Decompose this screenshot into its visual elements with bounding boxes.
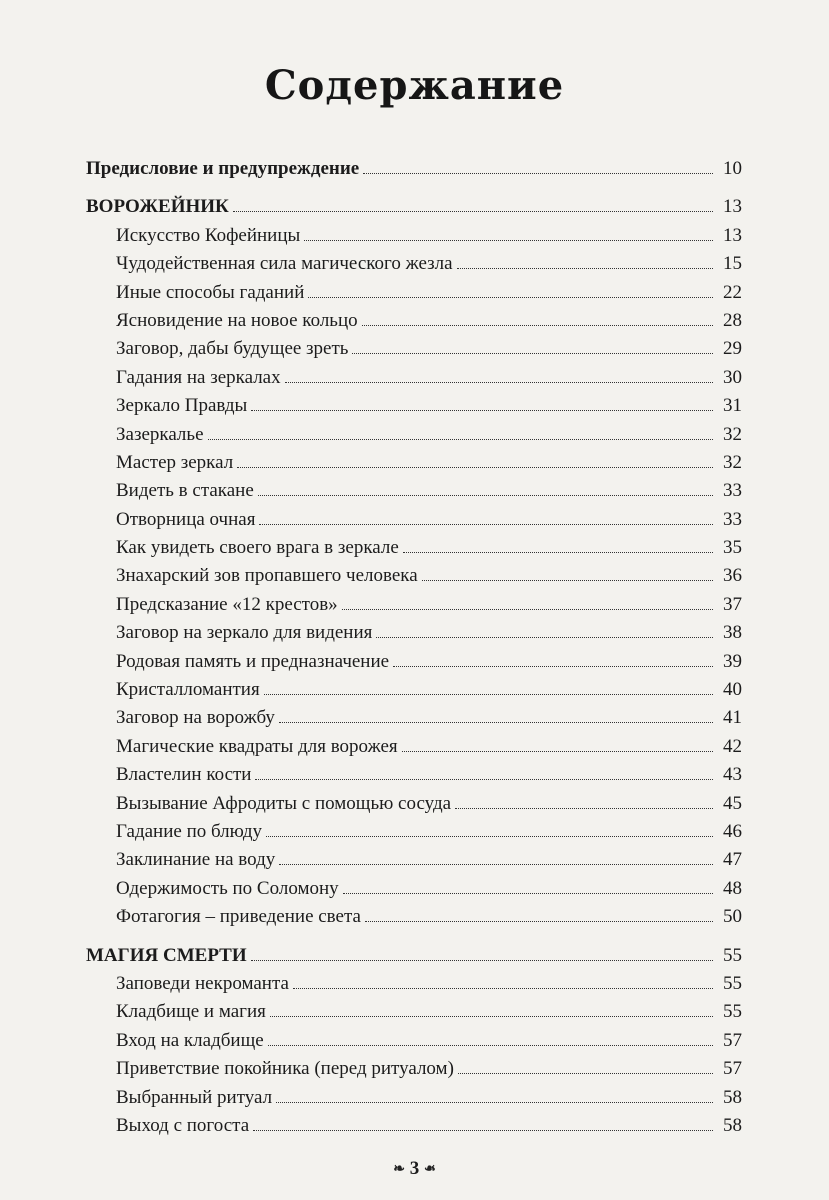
dot-leader <box>402 751 713 752</box>
left-ornament-icon: ❧ <box>393 1162 405 1178</box>
toc-entry[interactable] <box>86 970 742 998</box>
toc-entry[interactable] <box>86 619 742 647</box>
toc-entry-page: 31 <box>723 395 742 417</box>
section-gap <box>86 183 742 193</box>
toc-entry-page: 48 <box>723 877 742 899</box>
toc-entry-page: 32 <box>723 451 742 473</box>
toc-entry[interactable] <box>86 790 742 818</box>
toc-entry[interactable] <box>86 676 742 704</box>
toc-entry[interactable] <box>86 506 742 534</box>
toc-entry-page: 36 <box>723 565 742 587</box>
toc-entry-label: Кладбище и магия <box>116 1001 266 1023</box>
dot-leader <box>293 988 713 989</box>
toc-entry-label: Зазеркалье <box>116 423 204 445</box>
toc-entry[interactable] <box>86 998 742 1026</box>
toc-entry-label: Гадание по блюду <box>116 820 263 842</box>
toc-entry[interactable] <box>86 761 742 789</box>
dot-leader <box>259 524 713 525</box>
toc-entry[interactable] <box>86 648 742 676</box>
dot-leader <box>270 1016 713 1017</box>
dot-leader <box>352 353 713 354</box>
dot-leader <box>308 297 713 298</box>
toc-entry[interactable] <box>86 875 742 903</box>
dot-leader <box>457 268 713 269</box>
toc-entry-page: 32 <box>723 423 742 445</box>
toc-entry-page: 40 <box>723 679 742 701</box>
toc-entry-page: 29 <box>723 338 742 360</box>
toc-entry-page: 50 <box>723 906 742 928</box>
toc-entry-label: Вход на кладбище <box>116 1029 264 1051</box>
table-of-contents <box>86 155 742 1140</box>
toc-entry[interactable] <box>86 364 742 392</box>
dot-leader <box>279 722 713 723</box>
dot-leader <box>255 779 713 780</box>
toc-entry[interactable] <box>86 449 742 477</box>
toc-entry-page: 58 <box>723 1114 742 1136</box>
toc-entry-label: Вызывание Афродиты с помощью сосуда <box>116 792 452 814</box>
toc-entry-label: Фотагогия – приведение света <box>116 906 361 928</box>
dot-leader <box>285 382 713 383</box>
toc-entry-label: Зеркало Правды <box>116 395 248 417</box>
dot-leader <box>362 325 713 326</box>
dot-leader <box>276 1102 713 1103</box>
toc-entry-page: 33 <box>723 480 742 502</box>
toc-entry-page: 57 <box>723 1029 742 1051</box>
dot-leader <box>268 1045 713 1046</box>
toc-entry-page: 43 <box>723 764 742 786</box>
toc-entry-page: 22 <box>723 281 742 303</box>
dot-leader <box>393 666 713 667</box>
toc-entry-page: 38 <box>723 622 742 644</box>
toc-entry-page: 45 <box>723 792 742 814</box>
dot-leader <box>266 836 713 837</box>
toc-entry-label: Иные способы гаданий <box>116 281 305 303</box>
dot-leader <box>342 609 713 610</box>
toc-entry-page: 28 <box>723 309 742 331</box>
dot-leader <box>343 893 713 894</box>
toc-entry-label: Гадания на зеркалах <box>116 366 281 388</box>
toc-entry[interactable] <box>86 307 742 335</box>
toc-entry-label: Знахарский зов пропавшего человека <box>116 565 418 587</box>
toc-entry-label: Заговор, дабы будущее зреть <box>116 338 349 360</box>
toc-entry-label: Отворница очная <box>116 508 256 530</box>
right-ornament-icon: ❧ <box>424 1162 436 1178</box>
toc-entry[interactable] <box>86 846 742 874</box>
dot-leader <box>363 173 713 174</box>
page-title: Содержание <box>264 62 565 109</box>
toc-entry-label: Выход с погоста <box>116 1114 250 1136</box>
dot-leader <box>258 495 713 496</box>
toc-entry[interactable] <box>86 250 742 278</box>
toc-entry[interactable] <box>86 279 742 307</box>
toc-entry-label: Мастер зеркал <box>116 451 234 473</box>
toc-section-entry[interactable] <box>86 155 742 183</box>
toc-section-entry[interactable] <box>86 942 742 970</box>
toc-entry-label: Как увидеть своего врага в зеркале <box>116 537 399 559</box>
dot-leader <box>251 960 713 961</box>
toc-entry[interactable] <box>86 534 742 562</box>
toc-entry[interactable] <box>86 1027 742 1055</box>
toc-entry-page: 55 <box>723 1001 742 1023</box>
toc-entry-label: Заповеди некроманта <box>116 972 289 994</box>
toc-entry-page: 58 <box>723 1086 742 1108</box>
toc-entry[interactable] <box>86 903 742 931</box>
dot-leader <box>208 439 713 440</box>
toc-entry-label: Ясновидение на новое кольцо <box>116 309 358 331</box>
toc-entry-label: Кристалломантия <box>116 679 260 701</box>
dot-leader <box>376 637 713 638</box>
toc-entry-page: 46 <box>723 820 742 842</box>
page-folio <box>0 1158 829 1180</box>
toc-entry-page: 13 <box>723 224 742 246</box>
section-gap <box>86 932 742 942</box>
dot-leader <box>422 580 713 581</box>
toc-entry-page: 39 <box>723 650 742 672</box>
toc-entry-page: 35 <box>723 537 742 559</box>
toc-entry-label: Заклинание на воду <box>116 849 276 871</box>
toc-entry-label: Предисловие и предупреждение <box>86 158 360 179</box>
toc-entry-page: 41 <box>723 707 742 729</box>
toc-entry-page: 55 <box>723 972 742 994</box>
toc-entry-page: 15 <box>723 253 742 275</box>
toc-entry[interactable] <box>86 222 742 250</box>
toc-entry[interactable] <box>86 335 742 363</box>
toc-entry-page: 57 <box>723 1058 742 1080</box>
toc-entry[interactable] <box>86 591 742 619</box>
toc-entry-page: 13 <box>723 196 742 218</box>
dot-leader <box>233 211 713 212</box>
toc-entry-label: Магические квадраты для ворожея <box>116 735 398 757</box>
toc-entry[interactable] <box>86 1055 742 1083</box>
toc-entry-label: МАГИЯ СМЕРТИ <box>86 944 247 966</box>
toc-entry-page: 37 <box>723 593 742 615</box>
dot-leader <box>458 1073 713 1074</box>
toc-entry-label: Приветствие покойника (перед ритуалом) <box>116 1058 454 1080</box>
dot-leader <box>237 467 713 468</box>
toc-entry[interactable] <box>86 421 742 449</box>
toc-entry-label: Чудодейственная сила магического жезла <box>116 253 453 275</box>
toc-entry[interactable] <box>86 477 742 505</box>
toc-entry[interactable] <box>86 1084 742 1112</box>
toc-entry-page: 55 <box>723 944 742 966</box>
dot-leader <box>264 694 713 695</box>
toc-entry-label: Одержимость по Соломону <box>116 877 339 899</box>
toc-entry[interactable] <box>86 562 742 590</box>
toc-entry-label: Искусство Кофейницы <box>116 224 301 246</box>
toc-entry-label: Предсказание «12 крестов» <box>116 593 338 615</box>
page-number: 3 <box>409 1158 420 1179</box>
toc-entry-page: 10 <box>723 158 742 179</box>
toc-entry[interactable] <box>86 704 742 732</box>
toc-entry-page: 33 <box>723 508 742 530</box>
toc-entry-label: Родовая память и предназначение <box>116 650 390 672</box>
dot-leader <box>251 410 713 411</box>
toc-entry-label: Видеть в стакане <box>116 480 254 502</box>
dot-leader <box>253 1130 713 1131</box>
toc-entry-label: Заговор на зеркало для видения <box>116 622 373 644</box>
toc-entry-label: Властелин кости <box>116 764 252 786</box>
toc-entry-label: Выбранный ритуал <box>116 1086 273 1108</box>
toc-section-entry[interactable] <box>86 193 742 221</box>
toc-entry[interactable] <box>86 733 742 761</box>
dot-leader <box>455 808 713 809</box>
dot-leader <box>304 240 713 241</box>
toc-entry[interactable] <box>86 392 742 420</box>
toc-entry[interactable] <box>86 1112 742 1140</box>
toc-entry-page: 30 <box>723 366 742 388</box>
dot-leader <box>403 552 713 553</box>
toc-entry-label: Заговор на ворожбу <box>116 707 275 729</box>
toc-entry-label: ВОРОЖЕЙНИК <box>86 196 229 218</box>
toc-entry[interactable] <box>86 818 742 846</box>
dot-leader <box>365 921 713 922</box>
dot-leader <box>279 864 713 865</box>
toc-entry-page: 47 <box>723 849 742 871</box>
toc-entry-page: 42 <box>723 735 742 757</box>
